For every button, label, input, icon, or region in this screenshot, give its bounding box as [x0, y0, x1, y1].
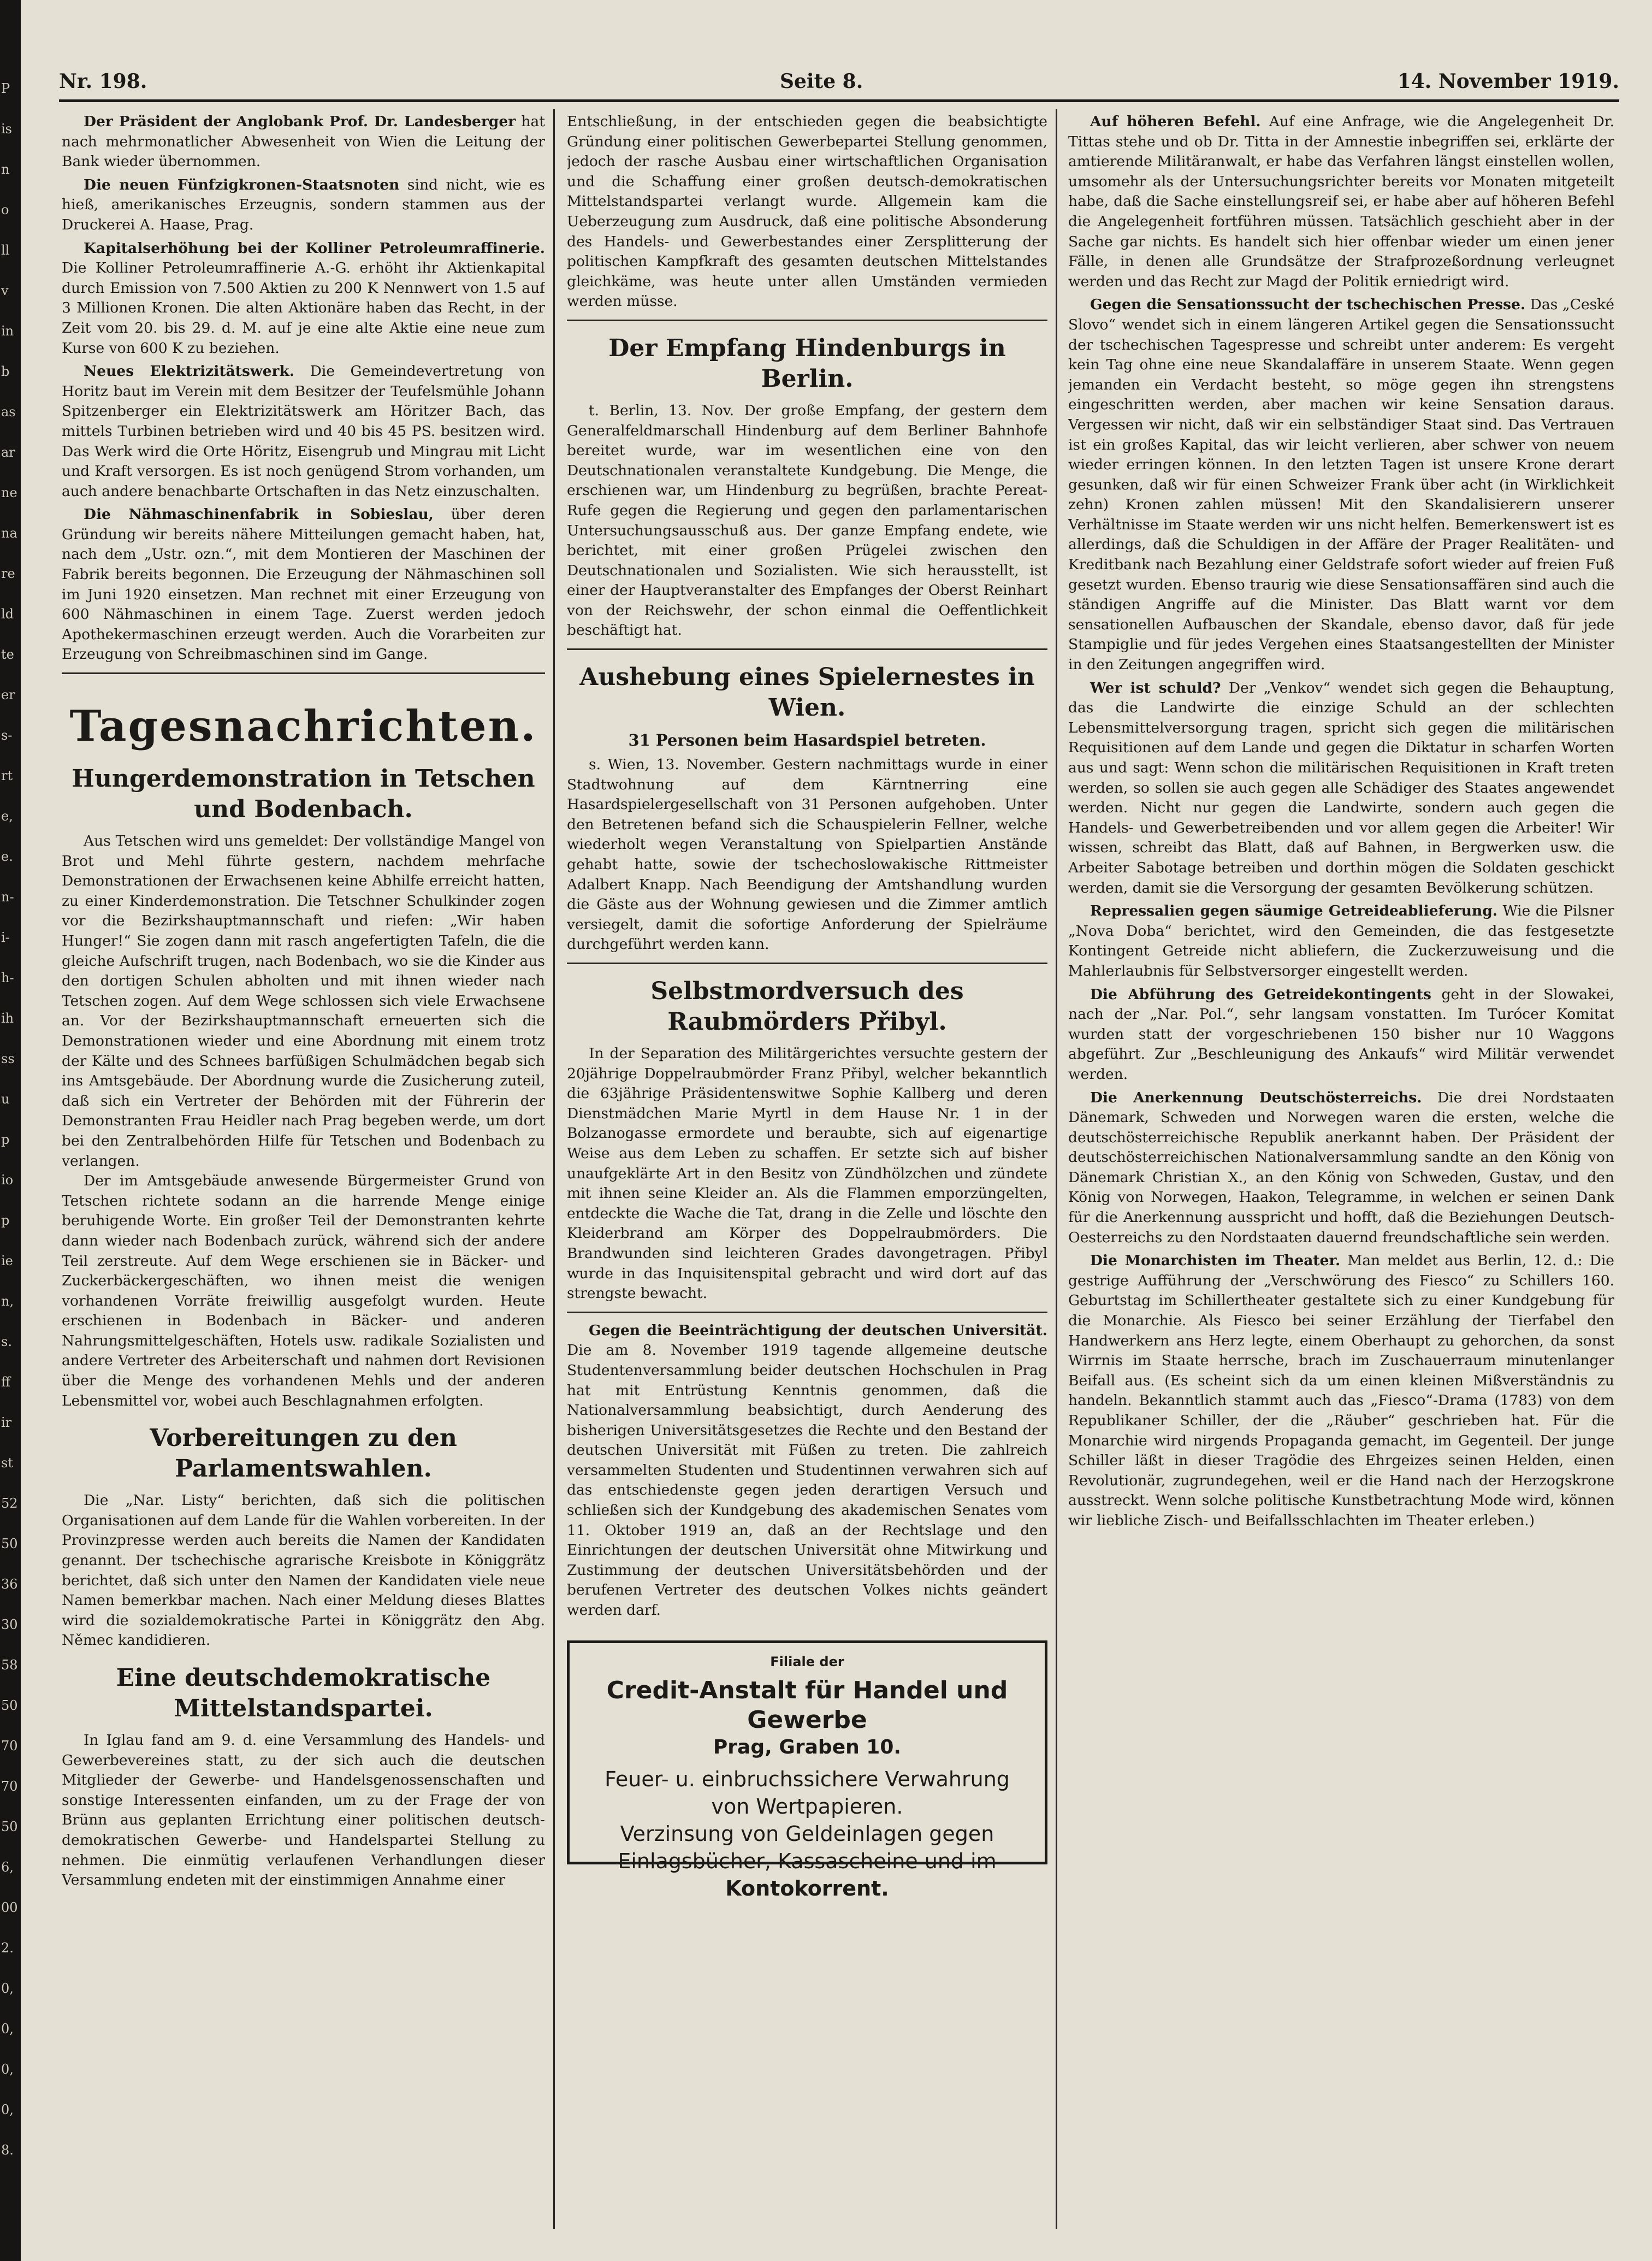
edge-fragment: re	[1, 566, 15, 581]
column-divider	[1056, 109, 1057, 2229]
ad-service: Feuer- u. einbruchssichere Verwahrung	[605, 1767, 1010, 1792]
item-lead: Die Abführung des Getreidekontingents	[1090, 985, 1431, 1003]
ad-service: von Wertpapieren.	[711, 1794, 903, 1819]
ad-service: Kontokorrent.	[725, 1876, 889, 1901]
edge-fragment: na	[1, 526, 17, 541]
news-item	[1068, 112, 1614, 292]
item-text: Die drei Nordstaaten Dänemark, Schweden und Norwegen waren die ersten, welche die deutschösterreichische Republik anerkannt haben. Der Präsident der deutschösterreichischen Nationalversammlung sandte an den König von Dänemark Christian X., an den König von Schweden, Gustav, und den König von Norwegen, Haakon, Telegramme, in welchen er seinen Dank für die Anerkennung ausspricht und hofft, daß die Beziehungen Deutsch-Oesterreichs zu den Nordstaaten dauernd freundschaftliche sein werden.	[1068, 1089, 1614, 1246]
edge-fragment: 58	[1, 1657, 18, 1673]
edge-fragment: p	[1, 1213, 10, 1228]
economic-note	[62, 239, 545, 359]
ad-service: Verzinsung von Geldeinlagen gegen Einlagsbücher, Kassascheine und im	[618, 1822, 997, 1874]
edge-fragment: o	[1, 202, 9, 217]
economic-note	[62, 362, 545, 501]
article-paragraph: s. Wien, 13. November. Gestern nachmittags wurde in einer Stadtwohnung auf dem Kärntnerring eine Hasardspielergesellschaft von 31 Personen aufgehoben. Unter den Betretenen befand sich die Schauspielerin Fellner, welche wiederholt wegen Veranstaltung von Spielpartien Anstände gehabt hatte, sowie der tschechoslowakische Rittmeister Adalbert Knapp. Nach Beendigung der Amtshandlung wurden die Gäste aus der Wohnung gewiesen und die Zimmer amtlich versiegelt, damit die sofortige Anforderung der Spielräume durchgeführt werden kann.	[567, 756, 1047, 953]
edge-fragment: as	[1, 404, 16, 420]
header-rule	[59, 99, 1619, 102]
edge-fragment: st	[1, 1455, 13, 1471]
edge-fragment: 0,	[1, 2021, 14, 2036]
edge-fragment: 70	[1, 1779, 18, 1794]
note-text: sind nicht, wie es hieß, amerikanisches Erzeugnis, sondern stammen aus der Druckerei A. Haase, Prag.	[62, 176, 545, 233]
paragraph-text: Die am 8. November 1919 tagende allgemeine deutsche Studentenversammlung beider deutschen Hochschulen in Prag hat mit Entrüstung Kenntnis genommen, daß die Nationalversammlung beabsichtigt, durch Aenderung des bisherigen Universitätsgesetzes die Rechte und den Bestand der deutschen Universität mit Füßen zu treten. Die zahlreich versammelten Studenten und Studentinnen verwahren sich auf das entschiedenste gegen jeden derartigen Versuch und schließen sich der Kundgebung des akademischen Senates vom 11. Oktober 1919 an, daß an der Rechtslage und den Einrichtungen der deutschen Universität ohne Mitwirkung und Zustimmung der deutschen Universitätsbehörden und der berufenen Vertreter des deutschen Volkes nichts geändert werden darf.	[567, 1342, 1047, 1619]
edge-fragment: ne	[1, 485, 17, 500]
news-item	[1068, 901, 1614, 981]
news-item	[1068, 295, 1614, 675]
item-text: geht in der Slowakei, nach der „Nar. Pol.“, sehr langsam vonstatten. Im Turócer Komitat wurden statt der vorgeschriebenen 150 bisher nur 10 Waggons abgeführt. Zur „Beschleunigung des Ankaufs“ wird Militär verwendet werden.	[1068, 985, 1614, 1083]
column-right	[1068, 112, 1614, 2232]
article-paragraph: t. Berlin, 13. Nov. Der große Empfang, der gestern dem Generalfeldmarschall Hindenburg auf dem Berliner Bahnhofe bereitet wurde, war im wesentlichen eine von den Deutschnationalen veranstaltete Kundgebung. Die Menge, die erschienen war, um Hindenburg zu begrüßen, brachte Pereat-Rufe gegen die Regierung und gegen den parlamentarischen Untersuchungsausschuß aus. Der ganze Empfang endete, wie berichtet, mit einer großen Prügelei zwischen den Deutschnationalen und Sozialisten. Wie sich herausstellt, ist einer der Hauptveranstalter des Empfanges der Oberst Reinhart von der Reichswehr, der schon einmal die Oeffentlichkeit beschäftigt hat.	[567, 402, 1047, 639]
item-text: Der „Venkov“ wendet sich gegen die Behauptung, das die Landwirte die einzige Schuld an der schlechten Lebensmittelversorgung tragen, spricht sich gegen die militärischen Requisitionen auf dem Lande und gegen die Diktatur in scharfen Worten aus und sagt: Wenn schon die militärischen Requisitionen in Kraft treten werden, so sollen sie auch gegen alle Schädiger des Staates angewendet werden. Nicht nur gegen die Landwirte, sondern auch gegen die Handels- und Gewerbetreibenden und vor allem gegen die Arbeiter! Wir wissen, schreibt das Blatt, daß auf Bahnen, in Bergwerken usw. die Arbeiter Sabotage betreiben und dorthin mögen die Soldaten geschickt werden, damit sie die Versorgung der gesamten Bevölkerung schützen.	[1068, 679, 1614, 896]
edge-fragment: 2.	[1, 1940, 14, 1956]
item-lead: Gegen die Sensationssucht der tschechischen Presse.	[1090, 296, 1526, 314]
article-subheadline: 31 Personen beim Hasardspiel betreten.	[628, 731, 986, 750]
edge-fragment: 36	[1, 1577, 18, 1592]
edge-fragment: 8.	[1, 2142, 14, 2158]
column-left	[62, 112, 545, 2232]
edge-fragment: er	[1, 687, 15, 702]
note-text: Die Kolliner Petroleumraffinerie A.-G. erhöht ihr Aktienkapital durch Emission von 7.500 Aktien zu 200 K Nennwert von 1.5 auf 3 Millionen Kronen. Die alten Aktionäre haben das Recht, in der Zeit vom 20. bis 29. d. M. auf je eine alte Aktie eine neue zum Kurse von 600 K zu beziehen.	[62, 259, 545, 357]
edge-fragment: u	[1, 1091, 10, 1107]
edge-fragment: ll	[1, 243, 10, 258]
edge-fragment: i-	[1, 930, 10, 945]
edge-fragment: 0,	[1, 2062, 14, 2077]
item-text: Man meldet aus Berlin, 12. d.: Die gestrige Aufführung der „Verschwörung des Fiesco“ zu Schillers 160. Geburtstag im Schillertheater gestaltete sich zu einer Kundgebung für die Monarchie. Als Fiesco bei seiner Erzählung der Tierfabel den Handwerkern ans Herz legte, einem Oberhaupt zu gehorchen, da sonst Wirrnis im Staate herrsche, brach im Zuschauerraum minutenlanger Beifall aus. (Es scheint sich da um einen kleinen Mißverständnis zu handeln. Bekanntlich stammt auch das „Fiesco“-Drama (1783) von dem Republikaner Schiller, der die „Räuber“ geschrieben hat. Für die Monarchie wird nirgends Propaganda gemacht, im Gegenteil. Der junge Schiller läßt in dieser Tragödie des Ehrgeizes seinen Helden, einen Revolutionär, zugrundegehen, weil er die Hand nach der Herzogskrone ausstreckt. Wenn solche politische Kunstbetrachtung Mode wird, können wir liebliche Zisch- und Beifallsschlachten im Theater erleben.)	[1068, 1252, 1614, 1529]
ad-branch-label: Filiale der	[770, 1654, 844, 1669]
edge-fragment: in	[1, 323, 14, 339]
article-rule	[567, 963, 1047, 964]
edge-fragment: ar	[1, 445, 15, 460]
item-text: Wie die Pilsner „Nova Doba“ berichtet, wird den Gemeinden, die das festgesetzte Kontingent Getreide nicht abliefern, die Zuckerzuweisung und die Mahlerlaubnis für Selbstversorger eingestellt werden.	[1068, 902, 1614, 979]
edge-fragment: rt	[1, 768, 13, 783]
edge-fragment: h-	[1, 970, 14, 985]
edge-fragment: 50	[1, 1536, 18, 1551]
edge-fragment: 0,	[1, 1981, 14, 1996]
note-lead: Der Präsident der Anglobank Prof. Dr. Landesberger	[84, 113, 516, 130]
note-lead: Kapitalserhöhung bei der Kolliner Petroleumraffinerie.	[84, 239, 545, 257]
item-lead: Wer ist schuld?	[1090, 679, 1221, 696]
article-continuation: Entschließung, in der entschieden gegen die beabsichtigte Gründung einer politischen Gewerbepartei Stellung genommen, jedoch der rasche Ausbau einer wirtschaftlichen Organisation und die Schaffung einer großen deutsch-demokratischen Mittelstandspartei verlangt wurde. Allgemein kam die Ueberzeugung zum Ausdruck, daß eine politische Absonderung des Handels- und Gewerbestandes einer Zersplitterung der politischen Kampfkraft des gesamten deutschen Mittelstandes gleichkäme, was heute unter allen Umständen vermieden werden müsse.	[567, 113, 1047, 310]
bank-advertisement	[567, 1640, 1047, 1901]
newspaper-page	[21, 0, 1652, 2261]
edge-fragment: P	[1, 81, 10, 96]
note-text: hat nach mehrmonatlicher Abwesenheit von Wien die Leitung der Bank wieder übernommen.	[62, 113, 545, 170]
item-lead: Auf höheren Befehl.	[1090, 113, 1261, 130]
edge-fragment: n-	[1, 889, 14, 905]
article-headline: Eine deutschdemokratische Mittelstandspartei.	[116, 1664, 491, 1722]
note-text: Die Gemeindevertretung von Horitz baut im Verein mit dem Besitzer der Teufelsmühle Johann Spitzenberger ein Elektrizitätswerk am Höritzer Bach, das mittels Turbinen betrieben wird und 40 bis 45 PS. besitzen wird. Das Werk wird die Orte Höritz, Eisengrub und Mingrau mit Licht und Kraft versorgen. Es ist noch genügend Strom vorhanden, um auch andere benachbarte Ortschaften in das Netz einzuschalten.	[62, 363, 545, 500]
section-title: Tagesnachrichten.	[69, 701, 537, 752]
economic-note	[62, 112, 545, 172]
page-header	[59, 70, 1619, 97]
edge-fragment: p	[1, 1132, 10, 1147]
paragraph-lead: Gegen die Beeinträchtigung der deutschen Universität.	[589, 1321, 1047, 1339]
edge-fragment: e.	[1, 849, 13, 864]
article-paragraph	[567, 1321, 1047, 1621]
neighbor-page-edge	[0, 0, 21, 2261]
edge-fragment: ir	[1, 1415, 12, 1430]
article-headline: Selbstmordversuch des Raubmörders Přibyl.	[650, 977, 964, 1036]
note-lead: Die neuen Fünfzigkronen-Staatsnoten	[84, 176, 400, 193]
article-paragraph: In der Separation des Militärgerichtes versuchte gestern der 20jährige Doppelraubmörder Franz Přibyl, welcher bekanntlich die 63jährige Präsidentenswitwe Sophie Kallberg und deren Dienstmädchen Marie Myrtl in dem Hause Nr. 1 in der Bolzanogasse ermordete und beraubte, sich auf eigenartige Weise aus dem Leben zu schaffen. Er setzte sich auf bisher unaufgeklärte Art in den Besitz von Zündhölzchen und zündete mit ihnen seine Kleider an. Als die Flammen emporzüngelten, entdeckte die Wache die Tat, drang in die Zelle und löschte den Kleiderbrand am Körper des Doppelraubmörders. Die Brandwunden sind leichteren Grades davongetragen. Přibyl wurde in das Inquisitenspital gebracht und wird dort auf das strengste bewacht.	[567, 1045, 1047, 1302]
edge-fragment: 50	[1, 1698, 18, 1713]
article-rule	[567, 1312, 1047, 1313]
edge-fragment: v	[1, 283, 9, 298]
section-rule	[62, 672, 545, 674]
edge-fragment: ld	[1, 606, 14, 622]
edge-fragment: 0,	[1, 2102, 14, 2117]
article-headline: Aushebung eines Spielernestes in Wien.	[579, 663, 1035, 722]
article-paragraph: In Iglau fand am 9. d. eine Versammlung des Handels- und Gewerbevereines statt, zu der sich auch die deutschen Mitglieder der Gewerbe- und Handelsgenossenschaften und sonstige Interessenten einfanden, um zu der Frage der von Brünn aus geplanten Errichtung einer politischen deutsch-demokratischen Gewerbe- und Handelspartei Stellung zu nehmen. Die einmütig verlaufenen Verhandlungen dieser Versammlung endeten mit der einstimmigen Annahme einer	[62, 1732, 545, 1889]
item-text: Das „Ceské Slovo“ wendet sich in einem längeren Artikel gegen die Sensationssucht der tschechischen Tagespresse und schreibt unter anderem: Es vergeht kein Tag ohne eine neue Skandalaffäre in unserem Staate. Wenn gegen jemanden ein Verdacht besteht, so möge gegen ihn strengstens eingeschritten werden, aber machen wir keine Sensation daraus. Vergessen wir nicht, daß wir ein selbständiger Staat sind. Das Vertrauen ist ein großes Kapital, das wir leicht verlieren, aber schwer von neuem wieder erringen können. In den letzten Tagen ist unsere Krone derart gesunken, daß wir für einen Schweizer Frank über acht (in Wirklichkeit zehn) Kronen zahlen müssen! Mit den Skandalisierern unserer Verhältnisse im Staate werden wir uns nicht helfen. Bemerkenswert ist es allerdings, daß die Schuldigen in der Affäre der Prager Realitäten- und Kreditbank nach Bezahlung einer Geldstrafe sofort wieder auf freien Fuß gesetzt wurden. Ebenso traurig wie diese Sensationsaffären sind auch die ständigen Angriffe auf die Minister. Das Blatt warnt vor dem sensationellen Aufbauschen der Skandale, ebenso davor, daß für jede Stampiglie und für jedes Vergehen eines Staatsangestellten der Minister in den Zeitungen angegriffen wird.	[1068, 296, 1614, 674]
article-paragraph: Die „Nar. Listy“ berichten, daß sich die politischen Organisationen auf dem Lande für die Wahlen vorbereiten. In der Provinzpresse werden auch bereits die Namen der Kandidaten genannt. Der tschechische agrarische Kreisbote in Königgrätz berichtet, daß sich unter den Namen der Kandidaten viele neue Namen bemerkbar machen. Nach einer Meldung dieses Blattes wird die sozialdemokratische Partei in Königgrätz den Abg. Němec kandidieren.	[62, 1492, 545, 1649]
issue-number: Nr. 198.	[59, 70, 147, 93]
edge-fragment: 70	[1, 1738, 18, 1754]
edge-fragment: ss	[1, 1051, 15, 1066]
column-middle	[567, 112, 1047, 2232]
item-lead: Die Monarchisten im Theater.	[1090, 1252, 1341, 1270]
edge-fragment: ff	[1, 1374, 11, 1390]
edge-fragment: 52	[1, 1496, 18, 1511]
edge-fragment: io	[1, 1172, 14, 1188]
edge-fragment: 6,	[1, 1859, 14, 1875]
news-item	[1068, 1088, 1614, 1248]
edge-fragment: ih	[1, 1011, 14, 1026]
edge-fragment: is	[1, 121, 12, 137]
edge-fragment: ie	[1, 1253, 13, 1268]
item-lead: Die Anerkennung Deutschösterreichs.	[1090, 1089, 1422, 1106]
article-paragraph: Aus Tetschen wird uns gemeldet: Der vollständige Mangel von Brot und Mehl führte gestern, nachdem mehrfache Demonstrationen der Erwachsenen keine Abhilfe erreicht hatten, zu einer Kinderdemonstration. Die Tetschner Schulkinder zogen vor die Bezirkshauptmannschaft und riefen: „Wir haben Hunger!“ Sie zogen dann mit rasch angefertigten Tafeln, die die gleiche Aufschrift trugen, nach Bodenbach, wo sie die Kinder aus den dortigen Schulen abholten und mit ihnen wieder nach Tetschen zogen. Auf dem Wege schlossen sich viele Erwachsene an. Vor der Bezirkshauptmannschaft erneuerten sich die Demonstrationen wieder und eine Abordnung mit einem trotz der Kälte und des Schnees barfüßigen Schulmädchen begab sich ins Amtsgebäude. Der Abordnung wurde die Zusicherung zuteil, daß sich ein Vertreter der Behörden mit der Führerin der Demonstranten Frau Heidler nach Prag begeben werde, um dort bei den Zentralbehörden Hilfe für Tetschen und Bodenbach zu verlangen.	[62, 833, 545, 1170]
news-item	[1068, 985, 1614, 1085]
item-lead: Repressalien gegen säumige Getreideablieferung.	[1090, 902, 1498, 920]
page-number: Seite 8.	[780, 70, 863, 93]
article-paragraph: Der im Amtsgebäude anwesende Bürgermeister Grund von Tetschen richtete sodann an die harrende Menge einige beruhigende Worte. Ein großer Teil der Demonstranten kehrte dann wieder nach Bodenbach zurück, während sich der andere Teil zerstreute. Auf dem Wege erschienen sie in Bäcker- und Zuckerbäckergeschäften, wo ihnen meist die wenigen vorhandenen Vorräte freiwillig ausgefolgt wurden. Heute erschienen in Bodenbach in Bäcker- und anderen Nahrungsmittelgeschäften, Hotels usw. radikale Sozialisten und andere Vertreter des Arbeiterschaft und nahmen dort Revisionen über die Menge des vorhandenen Mehls und der anderen Lebensmittel vor, wobei auch Beschlagnahmen erfolgten.	[62, 1172, 545, 1409]
note-lead: Neues Elektrizitätswerk.	[84, 363, 295, 380]
article-headline: Der Empfang Hindenburgs in Berlin.	[608, 334, 1006, 393]
edge-fragment: 00	[1, 1900, 18, 1915]
edge-fragment: n	[1, 162, 10, 177]
edge-fragment: s-	[1, 728, 13, 743]
edge-fragment: 30	[1, 1617, 18, 1632]
news-item	[1068, 1251, 1614, 1531]
column-divider	[553, 109, 555, 2229]
news-item	[1068, 678, 1614, 899]
economic-note	[62, 175, 545, 235]
edge-fragment: e,	[1, 808, 13, 824]
article-headline: Vorbereitungen zu den Parlamentswahlen.	[150, 1424, 457, 1483]
item-text: Auf eine Anfrage, wie die Angelegenheit Dr. Tittas stehe und ob Dr. Titta in der Amnestie inbegriffen sei, erklärte der amtierende Militäranwalt, er habe das Verfahren längst einstellen wollen, umsomehr als der Untersuchungsrichter bereits vor Monaten mitgeteilt habe, daß die Sache einstellungsreif sei, er habe aber auf höheren Befehl die Angelegenheit fortführen müssen. Tatsächlich geschieht aber in der Sache gar nichts. Es handelt sich hier offenbar wieder um einen jener Fälle, in denen alle Grundsätze der Strafprozeßordnung verleugnet werden und das Recht zur Magd der Politik erniedrigt wird.	[1068, 113, 1614, 290]
economic-note	[62, 505, 545, 665]
article-rule	[567, 648, 1047, 650]
ad-firm-name: Credit-Anstalt für Handel und Gewerbe	[606, 1676, 1008, 1734]
note-lead: Die Nähmaschinenfabrik in Sobieslau,	[84, 506, 434, 523]
issue-date: 14. November 1919.	[1397, 70, 1619, 93]
article-headline: Hungerdemonstration in Tetschen und Bodenbach.	[72, 765, 535, 824]
edge-fragment: te	[1, 647, 14, 662]
ad-address: Prag, Graben 10.	[713, 1736, 902, 1759]
note-text: über deren Gründung wir bereits nähere Mitteilungen gemacht haben, hat, nach dem „Ustr. ozn.“, mit dem Montieren der Maschinen der Fabrik bereits begonnen. Die Erzeugung der Nähmaschinen soll im Juni 1920 einsetzen. Man rechnet mit einer Erzeugung von 600 Nähmaschinen in einem Tage. Zuerst werden jedoch Apothekermaschinen erzeugt werden. Auch die Vorarbeiten zur Erzeugung von Schreibmaschinen sind im Gange.	[62, 506, 545, 663]
edge-fragment: 50	[1, 1819, 18, 1834]
edge-fragment: s.	[1, 1334, 12, 1349]
edge-fragment: n,	[1, 1294, 14, 1309]
edge-fragment: b	[1, 364, 10, 379]
article-rule	[567, 320, 1047, 321]
